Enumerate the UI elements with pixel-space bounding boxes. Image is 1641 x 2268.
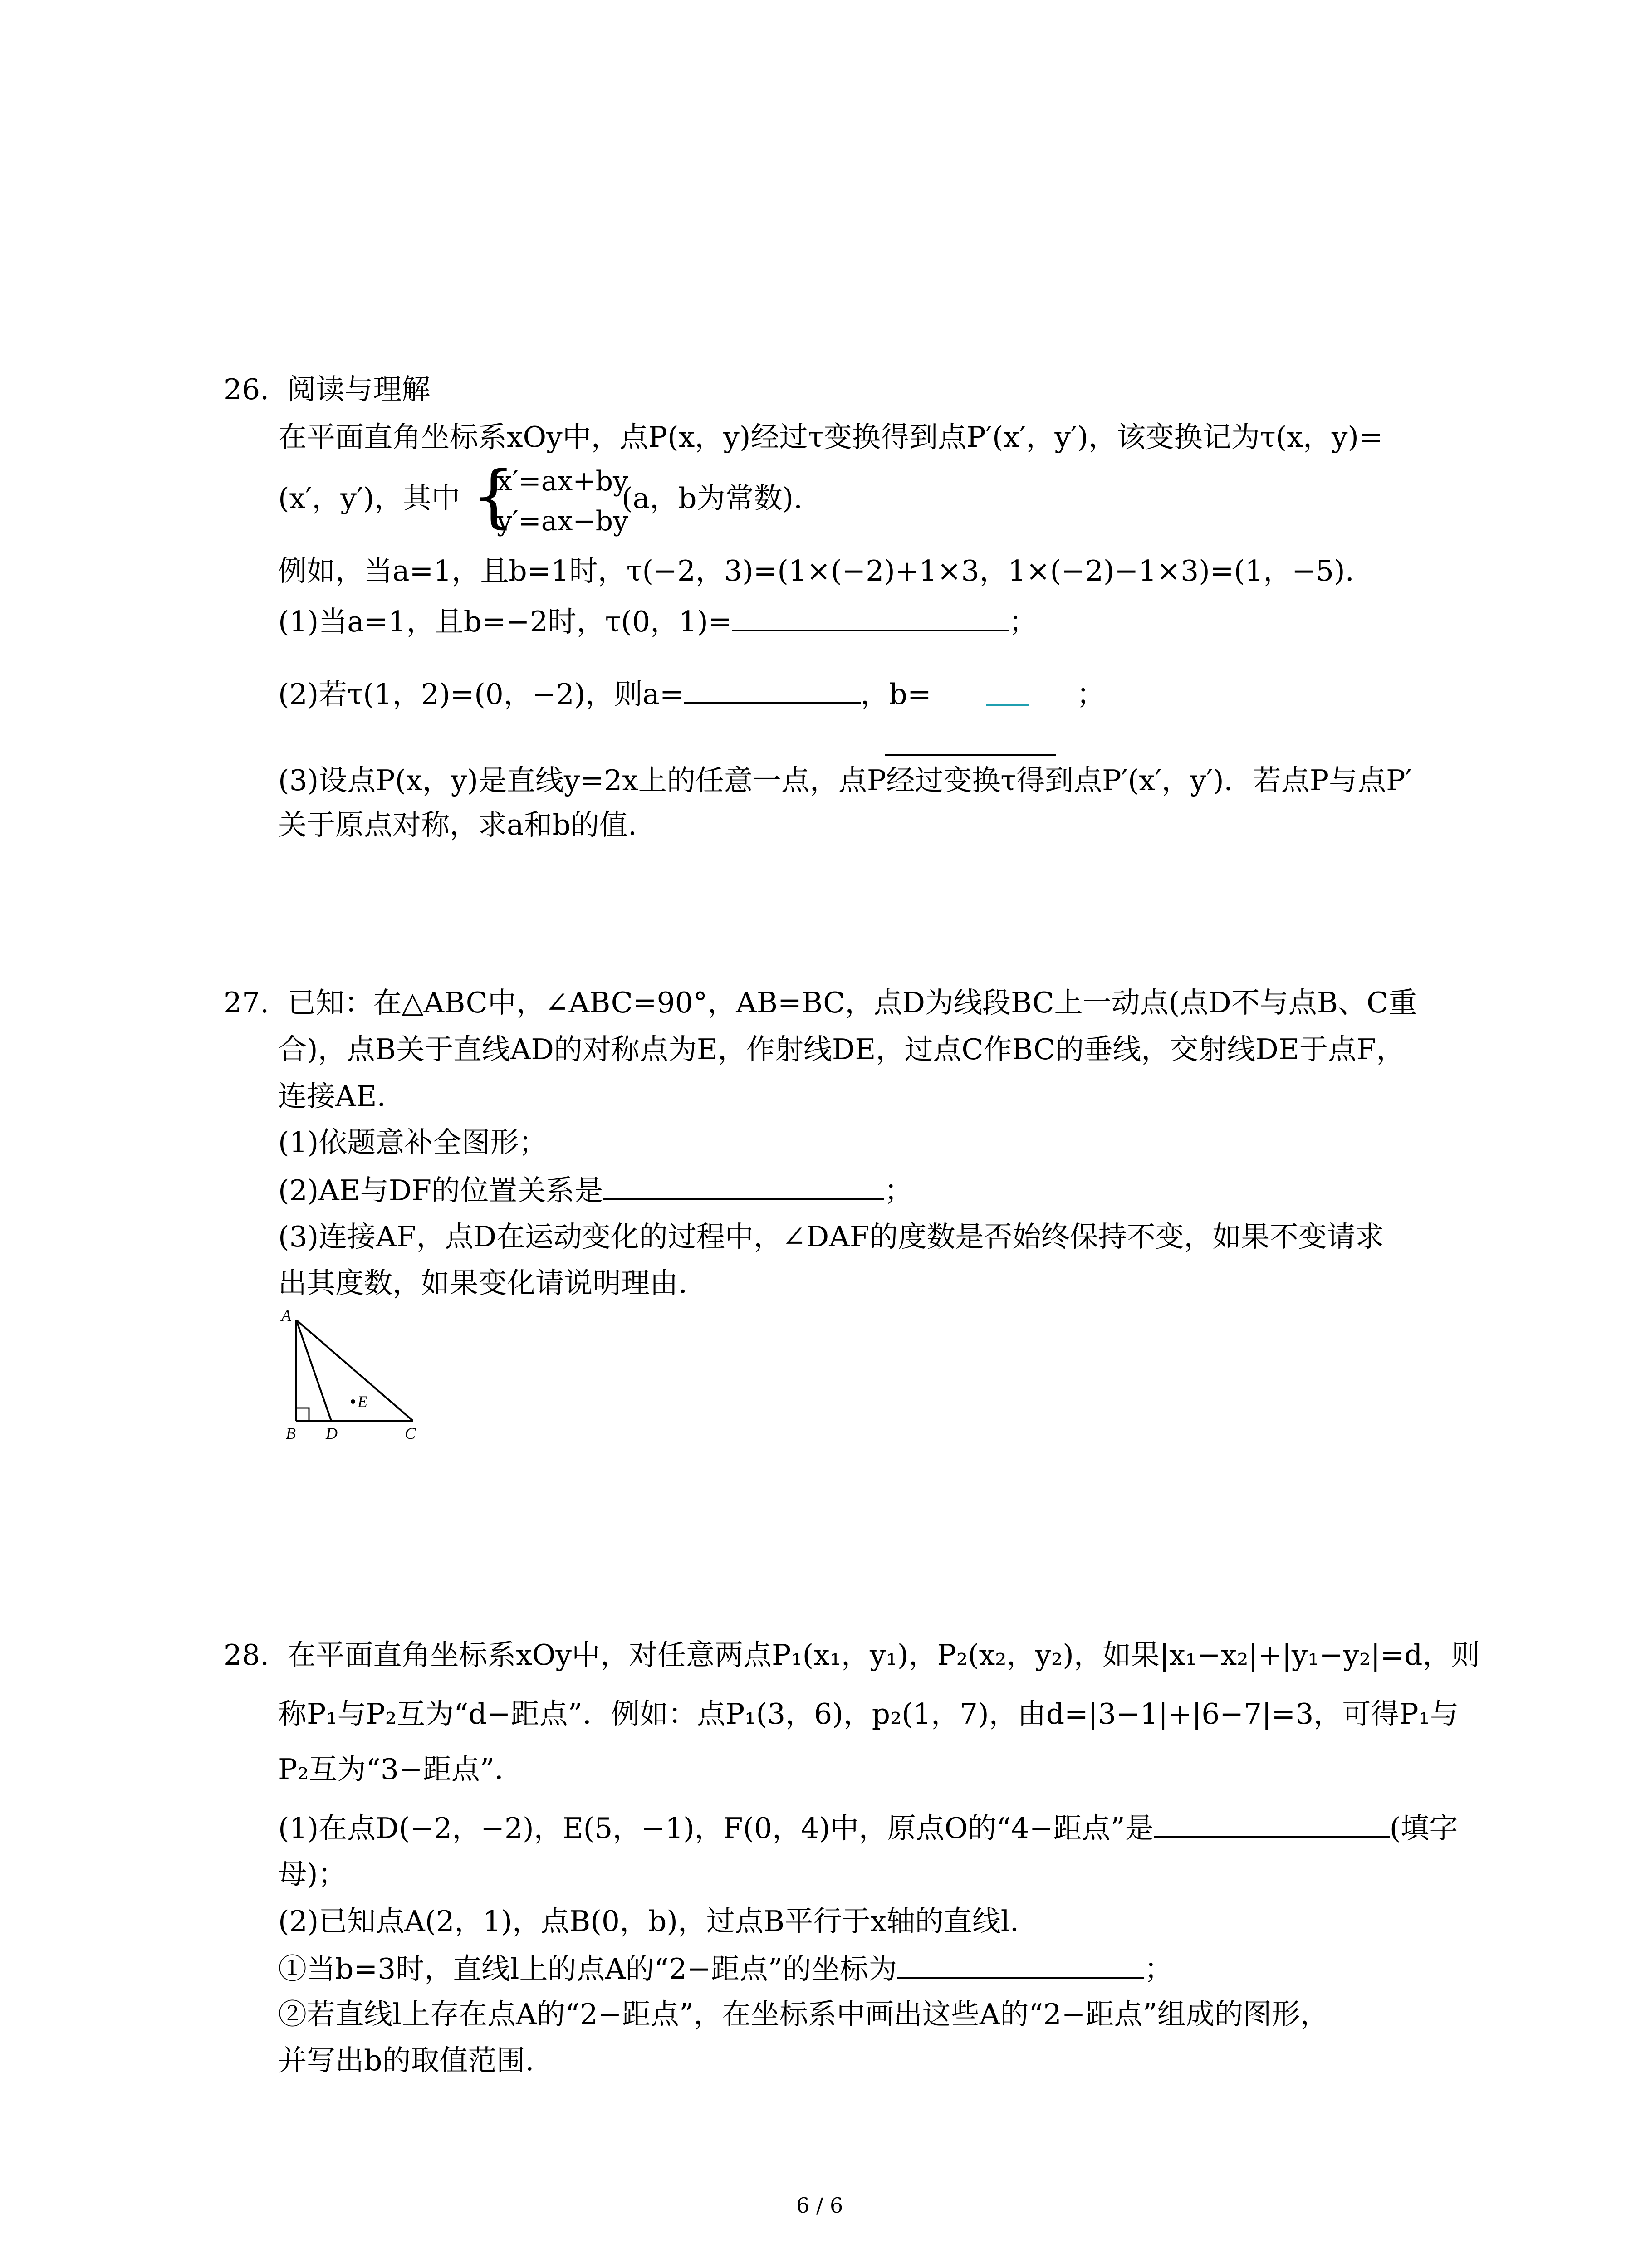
q28-part2: (2)已知点A(2，1)，点B(0，b)，过点B平行于x轴的直线l.	[278, 1905, 1019, 1938]
q26-heading	[224, 372, 430, 407]
q26-part2-end: ；	[1076, 678, 1105, 711]
q26-number: 26.	[224, 373, 269, 406]
q28-part2-1-answer-blank[interactable]	[897, 1950, 1144, 1979]
q28-part1-line2: 母)；	[278, 1857, 347, 1891]
q28-number: 28.	[224, 1638, 269, 1672]
q28-line3: P₂互为“3−距点”．	[278, 1753, 523, 1786]
q27-number: 27.	[224, 986, 269, 1019]
right-angle-marker-icon	[296, 1408, 309, 1421]
q27-line1	[224, 985, 1417, 1021]
q26-part1-answer-blank[interactable]	[732, 603, 1009, 631]
q27-part3-line1: (3)连接AF，点D在运动变化的过程中，∠DAF的度数是否始终保持不变，如果不变请求	[278, 1220, 1384, 1253]
q28-line1	[224, 1637, 1480, 1673]
q26-part2-text: (2)若τ(1，2)=(0，−2)，则a=	[278, 678, 684, 711]
q26-line1: 在平面直角坐标系xOy中，点P(x，y)经过τ变换得到点P′(x′，y′)，该变换记为τ(x，y)=	[278, 420, 1383, 454]
page-number: 6 / 6	[796, 2193, 843, 2218]
q26-part3-line2: 关于原点对称，求a和b的值.	[278, 808, 637, 841]
q27-line2: 合)，点B关于直线AD的对称点为E，作射线DE，过点C作BC的垂线，交射线DE于点F，	[278, 1033, 1405, 1066]
q28-part1-answer-blank[interactable]	[1154, 1810, 1390, 1838]
q26-part2-b-label: ，b=	[860, 678, 931, 711]
q28-part1-text: (1)在点D(−2，−2)，E(5，−1)，F(0，4)中，原点O的“4−距点”是	[278, 1812, 1154, 1845]
q28-line1-text: 在平面直角坐标系xOy中，对任意两点P₁(x₁，y₁)，P₂(x₂，y₂)，如果|x₁−x₂|+|y₁−y₂|=d，则	[287, 1638, 1480, 1672]
q26-example: 例如，当a=1，且b=1时，τ(−2，3)=(1×(−2)+1×3，1×(−2)−1×3)=(1，−5).	[278, 554, 1354, 587]
q27-line1-text: 已知：在△ABC中，∠ABC=90°，AB=BC，点D为线段BC上一动点(点D不与点B、C重	[287, 986, 1417, 1019]
q26-part2-b-mark	[986, 687, 1029, 706]
q26-line2b: (a，b为常数).	[622, 482, 803, 515]
q26-part2	[278, 676, 1105, 712]
label-d: D	[326, 1424, 338, 1442]
q27-part1: (1)依题意补全图形；	[278, 1126, 548, 1159]
q26-part2-b-blank[interactable]	[885, 754, 1056, 756]
q27-part2-end: ；	[884, 1174, 913, 1207]
q28-part2-2-line2: 并写出b的取值范围.	[278, 2044, 534, 2077]
q26-title: 阅读与理解	[287, 373, 431, 406]
q26-line2a: (x′，y′)，其中	[278, 482, 460, 515]
q27-part3-line2: 出其度数，如果变化请说明理由.	[278, 1266, 688, 1300]
q26-part1-text: (1)当a=1，且b=−2时，τ(0，1)=	[278, 605, 732, 638]
q28-part2-1-text: ①当b=3时，直线l上的点A的“2−距点”的坐标为	[278, 1952, 897, 1985]
label-b: B	[286, 1424, 296, 1442]
label-c: C	[405, 1424, 416, 1442]
q27-part2-answer-blank[interactable]	[603, 1172, 884, 1200]
q26-part2-a-blank[interactable]	[684, 676, 861, 704]
q26-equation-2: y′=ax−by	[497, 505, 628, 537]
q27-part2-text: (2)AE与DF的位置关系是	[278, 1174, 603, 1207]
q26-part1-end: ；	[1009, 605, 1038, 638]
q27-part2	[278, 1172, 913, 1208]
q28-part2-1	[278, 1950, 1173, 1987]
left-brace-icon: {	[472, 457, 515, 536]
q28-part1-tail: (填字	[1389, 1812, 1458, 1845]
q28-part1	[278, 1810, 1458, 1846]
q26-equation-1: x′=ax+by	[497, 465, 628, 497]
q27-line3: 连接AE.	[278, 1080, 386, 1113]
q28-line2: 称P₁与P₂互为“d−距点”．例如：点P₁(3，6)，p₂(1，7)，由d=|3−1|+|6−7|=3，可得P₁与	[278, 1697, 1459, 1730]
label-a: A	[281, 1306, 291, 1325]
q27-triangle-figure	[268, 1306, 440, 1452]
q28-part2-2-line1: ②若直线l上存在点A的“2−距点”，在坐标系中画出这些A的“2−距点”组成的图形，	[278, 1998, 1329, 2031]
point-e-dot	[351, 1399, 355, 1404]
q26-part1	[278, 603, 1038, 640]
q28-part2-1-end: ；	[1144, 1952, 1173, 1985]
label-e: E	[358, 1393, 367, 1411]
q26-part3-line1: (3)设点P(x，y)是直线y=2x上的任意一点，点P经过变换τ得到点P′(x′，y′)．若点P与点P′	[278, 764, 1412, 797]
